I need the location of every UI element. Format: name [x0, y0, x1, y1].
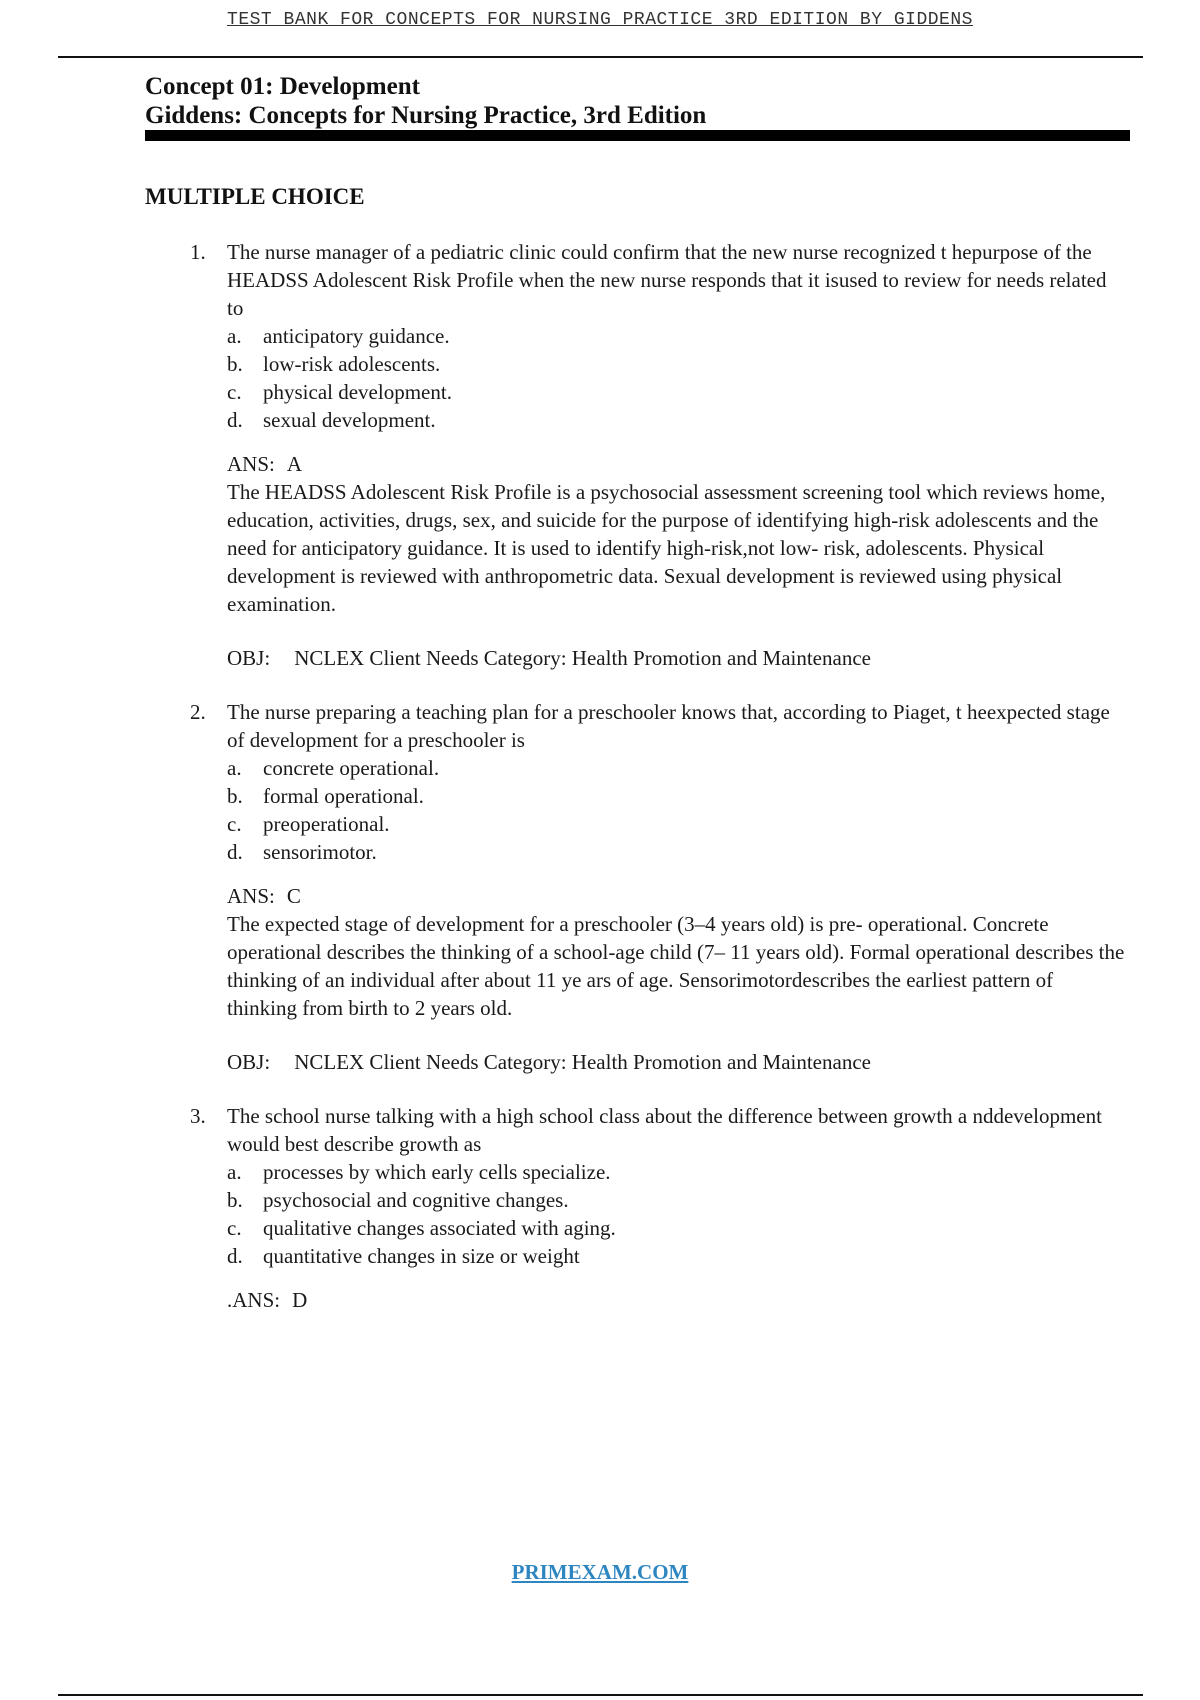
title-underline-bar [145, 130, 1130, 141]
rationale: The expected stage of development for a preschooler (3–4 years old) is pre- operational. Concrete operational describes the thinking of a school-age child (7– 11 years old). Formal operational describes the thinking of an individual after about 11 ye ars of age. Sensorimotordescribes the earliest pattern of thinking from birth to 2 years old. [227, 912, 1125, 1020]
option-letter: b. [227, 784, 243, 808]
option-b [227, 782, 1127, 810]
option-letter: c. [227, 1216, 242, 1240]
objective-label: OBJ: [227, 1050, 271, 1074]
option-d [227, 406, 1127, 434]
question-stem: The school nurse talking with a high school class about the difference between growth a nddevelopment would best describe growth as [227, 1104, 1102, 1156]
answer-label: .ANS: [227, 1288, 281, 1312]
option-letter: a. [227, 756, 242, 780]
rationale: The HEADSS Adolescent Risk Profile is a psychosocial assessment screening tool which reviews home, education, activities, drugs, sex, and suicide for the purpose of identifying high-risk adolescents and the need for anticipatory guidance. It is used to identify high-risk,not low- risk, adolescents. Physical development is reviewed with anthropometric data. Sexual development is reviewed using physical examination. [227, 480, 1106, 616]
option-text: quantitative changes in size or weight [263, 1244, 580, 1268]
header-divider [58, 56, 1143, 58]
objective-line [227, 644, 1127, 672]
question-number: 1. [190, 240, 206, 264]
option-letter: a. [227, 1160, 242, 1184]
option-letter: d. [227, 408, 243, 432]
option-d [227, 838, 1127, 866]
option-d [227, 1242, 1127, 1270]
question-3 [0, 1102, 1200, 1314]
option-list [227, 1158, 1127, 1270]
option-letter: d. [227, 1244, 243, 1268]
option-text: concrete operational. [263, 756, 440, 780]
section-heading: MULTIPLE CHOICE [145, 184, 365, 209]
option-text: psychosocial and cognitive changes. [263, 1188, 569, 1212]
option-letter: b. [227, 1188, 243, 1212]
option-text: formal operational. [263, 784, 424, 808]
option-text: qualitative changes associated with aging. [263, 1216, 616, 1240]
option-b [227, 1186, 1127, 1214]
footer-site-link[interactable]: PRIMEXAM.COM [511, 1560, 689, 1584]
answer-value: D [292, 1288, 308, 1312]
option-text: preoperational. [263, 812, 390, 836]
title-block [145, 72, 1130, 130]
running-header [0, 10, 1200, 30]
answer-line [227, 882, 1127, 910]
question-number: 2. [190, 700, 206, 724]
book-title: Giddens: Concepts for Nursing Practice, 3rd Edition [145, 102, 707, 129]
option-list [227, 322, 1127, 434]
objective-text: NCLEX Client Needs Category: Health Promotion and Maintenance [294, 646, 871, 670]
objective-label: OBJ: [227, 646, 271, 670]
option-text: processes by which early cells specialize. [263, 1160, 611, 1184]
option-text: low-risk adolescents. [263, 352, 441, 376]
answer-label: ANS: [227, 884, 275, 908]
question-stem: The nurse manager of a pediatric clinic could confirm that the new nurse recognized t hepurpose of the HEADSS Adolescent Risk Profile when the new nurse responds that it isused to review for needs related to [227, 240, 1107, 320]
option-letter: d. [227, 840, 243, 864]
option-c [227, 1214, 1127, 1242]
concept-title: Concept 01: Development [145, 73, 420, 100]
option-b [227, 350, 1127, 378]
option-letter: c. [227, 812, 242, 836]
answer-value: A [286, 452, 303, 476]
option-text: anticipatory guidance. [263, 324, 450, 348]
option-c [227, 810, 1127, 838]
option-letter: c. [227, 380, 242, 404]
question-number: 3. [190, 1104, 206, 1128]
running-header-title: TEST BANK FOR CONCEPTS FOR NURSING PRACTICE 3RD EDITION BY GIDDENS [227, 10, 973, 30]
objective-line [227, 1048, 1127, 1076]
answer-label: ANS: [227, 452, 275, 476]
footer-divider [58, 1694, 1143, 1696]
question-2 [0, 698, 1200, 1076]
answer-line [227, 1286, 1127, 1314]
option-letter: a. [227, 324, 242, 348]
question-stem: The nurse preparing a teaching plan for a preschooler knows that, according to Piaget, t heexpected stage of development for a preschooler is [227, 700, 1110, 752]
option-a [227, 754, 1127, 782]
option-a [227, 322, 1127, 350]
option-a [227, 1158, 1127, 1186]
option-letter: b. [227, 352, 243, 376]
option-c [227, 378, 1127, 406]
answer-value: C [286, 884, 301, 908]
question-list [0, 238, 1200, 1340]
question-1 [0, 238, 1200, 672]
option-text: physical development. [263, 380, 452, 404]
answer-line [227, 450, 1127, 478]
option-text: sensorimotor. [263, 840, 377, 864]
option-list [227, 754, 1127, 866]
objective-text: NCLEX Client Needs Category: Health Promotion and Maintenance [294, 1050, 871, 1074]
option-text: sexual development. [263, 408, 436, 432]
